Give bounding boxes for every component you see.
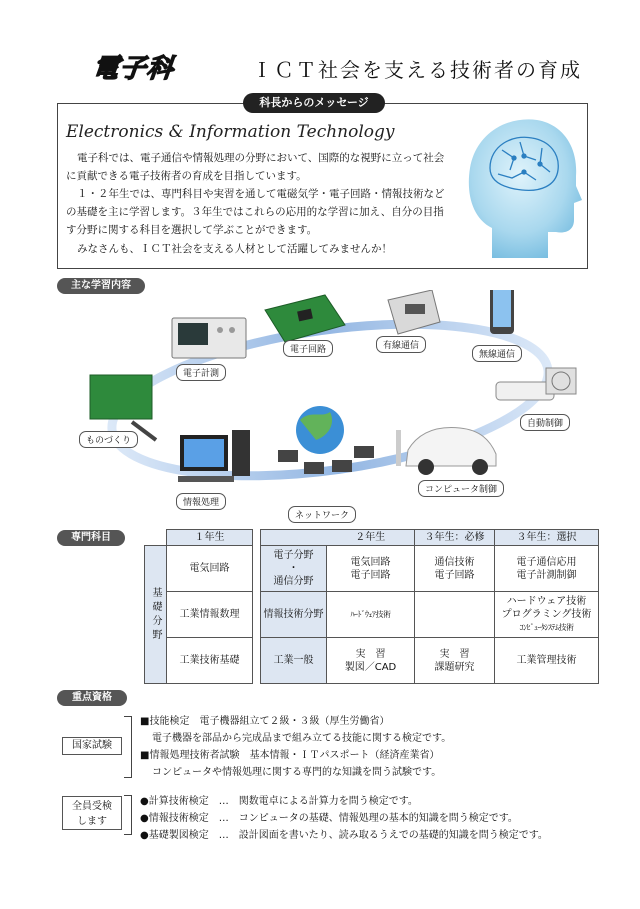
exam-line: ●計算技術検定 … 関数電卓による計算力を問う検定です。 [140, 796, 418, 807]
message-title: Electronics & Information Technology [66, 122, 395, 142]
learning-diagram [60, 290, 600, 520]
label-computer-control: コンピュータ制御 [418, 480, 504, 497]
national-bracket [124, 716, 132, 778]
exam-line: ●情報技術検定 … コンピュータの基礎、情報処理の基本的知識を問う検定です。 [140, 813, 518, 824]
message-line: に貢献できる電子技術者の育成を目指しています。 [66, 170, 307, 182]
message-line: みなさんも、ＩＣＴ社会を支える人材として活躍してみませんか！ [77, 243, 392, 255]
label-measurement: 電子計測 [176, 364, 226, 381]
area-electronics-communication: 電子分野 ・ 通信分野 [261, 546, 327, 592]
air-conditioner-illustration [496, 368, 576, 400]
all-students-box: 全員受検 します [62, 796, 122, 830]
national-line: ■情報処理技術者試験 基本情報・ＩＴパスポート（経済産業省） [140, 750, 440, 761]
year1-subject: 電気回路 [167, 546, 253, 592]
national-line: コンピュータや情報処理に関する専門的な知識を問う試験です。 [152, 767, 442, 778]
subjects-section-pill: 専門科目 [57, 530, 125, 546]
oscilloscope-illustration [172, 318, 246, 358]
qualifications-section-pill: 重点資格 [57, 690, 127, 706]
smartphone-illustration [490, 290, 514, 334]
page-headline: ＩＣＴ社会を支える技術者の育成 [252, 58, 582, 82]
year3-elective-subject: 工業管理技術 [495, 638, 599, 684]
year3-required-subjects: 実 習 課題研究 [415, 638, 495, 684]
label-electronic-circuit: 電子回路 [283, 340, 333, 357]
area-information-technology: 情報技術分野 [261, 592, 327, 638]
national-line: 電子機器を部品から完成品まで組み立てる技能に関する検定です。 [152, 733, 452, 744]
message-line: の基礎を主に学習します。３年生ではこれらの応用的な学習に加え、自分の目指 [66, 206, 444, 218]
year3-elective-subjects: 電子通信応用 電子計測制御 [495, 546, 599, 592]
message-line: す分野に関する科目を選択して学ぶことができます。 [66, 224, 318, 236]
brain-head-illustration [462, 108, 582, 266]
label-information-processing: 情報処理 [176, 493, 226, 510]
year3-required-empty [415, 592, 495, 638]
year2-subject: ﾊｰﾄﾞｳｪｱ技術 [327, 592, 415, 638]
label-wireless-communication: 無線通信 [472, 345, 522, 362]
year1-subject: 工業情報数理 [167, 592, 253, 638]
message-tab: 科長からのメッセージ [243, 93, 385, 113]
header-year2: ２年生 [327, 530, 415, 546]
all-students-bracket [124, 795, 132, 835]
year1-subject: 工業技術基礎 [167, 638, 253, 684]
label-automatic-control: 自動制御 [520, 414, 570, 431]
year3-elective-subjects: ハードウェア技術 プログラミング技術 ｺﾝﾋﾟｭｰﾀｼｽﾃﾑ技術 [495, 592, 599, 638]
year3-required-subjects: 通信技術 電子回路 [415, 546, 495, 592]
electric-car-illustration [396, 428, 496, 475]
year2-subjects: 実 習 製図／CAD [327, 638, 415, 684]
header-year3-elective: ３年生：選択 [495, 530, 599, 546]
national-exam-box: 国家試験 [62, 737, 122, 755]
exam-line: ●基礎製図検定 … 設計図面を書いたり、読み取るうえでの基礎的知識を問う検定です。 [140, 830, 548, 841]
label-manufacturing: ものづくり [79, 431, 138, 448]
header-year1: １年生 [167, 530, 253, 546]
learning-section-pill: 主な学習内容 [57, 278, 145, 294]
header-year3-required: ３年生：必修 [415, 530, 495, 546]
label-network: ネットワーク [288, 506, 356, 523]
area-general-industry: 工業一般 [261, 638, 327, 684]
subjects-table [144, 529, 599, 684]
national-line: ■技能検定 電子機器組立て２級・３級（厚生労働省） [140, 716, 390, 727]
label-wired-communication: 有線通信 [376, 336, 426, 353]
message-line: 電子科では、電子通信や情報処理の分野において、国際的な視野に立って社会 [77, 152, 445, 164]
message-line: １・２年生では、専門科目や実習を通して電磁気学・電子回路・情報技術など [77, 188, 445, 200]
year2-subjects: 電気回路 電子回路 [327, 546, 415, 592]
department-logo: 電子科 [91, 54, 176, 84]
basic-field-label: 基礎分野 [145, 546, 167, 684]
